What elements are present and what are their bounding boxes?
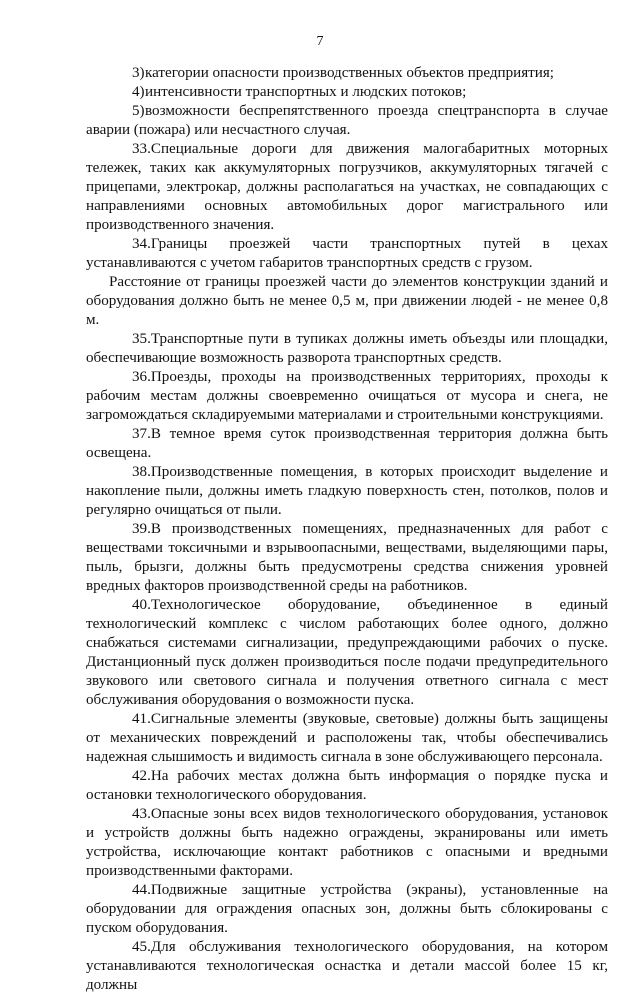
clause-text: Расстояние от границы проезжей части до элементов конструкции зданий и оборудования должно быть не менее 0,5 м, при движении людей - не менее 0,8 м. (86, 274, 608, 328)
clause-33 (86, 140, 608, 235)
clause-text: На рабочих местах должна быть информация о порядке пуска и остановки технологического оборудования. (86, 768, 608, 803)
clause-number: 43. (132, 806, 151, 822)
clause-39 (86, 520, 608, 596)
clause-number: 45. (132, 939, 151, 955)
clause-36 (86, 368, 608, 425)
clause-text: Для обслуживания технологического оборудования, на котором устанавливаются технологическая оснастка и детали массой более 15 кг, должны (86, 939, 608, 993)
clause-number: 37. (132, 426, 151, 442)
clause-number: 39. (132, 521, 151, 537)
clause-text: Производственные помещения, в которых происходит выделение и накопление пыли, должны иметь гладкую поверхность стен, потолков, полов и регулярно очищаться от пыли. (86, 464, 608, 518)
item-number: 4) (132, 84, 145, 100)
clause-number: 36. (132, 369, 151, 385)
clause-number: 33. (132, 141, 151, 157)
document-body (86, 64, 608, 995)
clause-text: Сигнальные элементы (звуковые, световые) должны быть защищены от механических повреждений и расположены так, чтобы обеспечивались надежная слышимость и видимость сигнала в зоне обслуживающего персонала. (86, 711, 608, 765)
list-item (86, 83, 608, 102)
clause-number: 41. (132, 711, 151, 727)
clause-43 (86, 805, 608, 881)
clause-text: В производственных помещениях, предназначенных для работ с веществами токсичными и взрывоопасными, веществами, выделяющими пары, пыль, брызги, должны быть предусмотрены средства снижения уровней вредных факторов производственной среды на работников. (86, 521, 608, 594)
clause-35 (86, 330, 608, 368)
clause-38 (86, 463, 608, 520)
item-number: 5) (132, 103, 145, 119)
clause-number: 40. (132, 597, 151, 613)
page-number: 7 (316, 34, 324, 49)
clause-41 (86, 710, 608, 767)
clause-42 (86, 767, 608, 805)
clause-34 (86, 235, 608, 273)
clause-number: 42. (132, 768, 151, 784)
clause-number: 35. (132, 331, 151, 347)
clause-45 (86, 938, 608, 995)
list-item (86, 102, 608, 140)
item-text: категории опасности производственных объектов предприятия; (145, 65, 554, 81)
clause-text: Транспортные пути в тупиках должны иметь объезды или площадки, обеспечивающие возможность разворота транспортных средств. (86, 331, 608, 366)
item-number: 3) (132, 65, 145, 81)
clause-number: 44. (132, 882, 151, 898)
list-item (86, 64, 608, 83)
clause-number: 38. (132, 464, 151, 480)
item-text: интенсивности транспортных и людских потоков; (145, 84, 467, 100)
item-text: возможности беспрепятственного проезда спецтранспорта в случае аварии (пожара) или несчастного случая. (86, 103, 608, 138)
clause-text: Специальные дороги для движения малогабаритных моторных тележек, таких как аккумуляторных погрузчиков, аккумуляторных тягачей с прицепами, электрокар, должны располагаться на участках, не совпадающих с направлениями основных автомобильных дорог магистрального или производственного значения. (86, 141, 608, 233)
clause-text: Границы проезжей части транспортных путей в цехах устанавливаются с учетом габаритов транспортных средств с грузом. (86, 236, 608, 271)
clause-text: Проезды, проходы на производственных территориях, проходы к рабочим местам должны своевременно очищаться от мусора и снега, не загромождаться складируемыми материалами и строительными конструкциями. (86, 369, 608, 423)
clause-text: Опасные зоны всех видов технологического оборудования, установок и устройств должны быть надежно ограждены, экранированы или иметь устройства, исключающие контакт работников с опасными и вредными производственными факторами. (86, 806, 608, 879)
clause-34-continuation (86, 273, 608, 330)
clause-text: Технологическое оборудование, объединенное в единый технологический комплекс с числом работающих более одного, должно снабжаться системами сигнализации, предупреждающими рабочих о пуске. Дистанционный пуск должен производиться после подачи предупредительного звукового или светового сигнала и получения ответного сигнала с мест обслуживания оборудования о возможности пуска. (86, 597, 608, 708)
clause-text: Подвижные защитные устройства (экраны), установленные на оборудовании для ограждения опасных зон, должны быть сблокированы с пуском оборудования. (86, 882, 608, 936)
clause-40 (86, 596, 608, 710)
clause-number: 34. (132, 236, 151, 252)
clause-37 (86, 425, 608, 463)
clause-text: В темное время суток производственная территория должна быть освещена. (86, 426, 608, 461)
clause-44 (86, 881, 608, 938)
